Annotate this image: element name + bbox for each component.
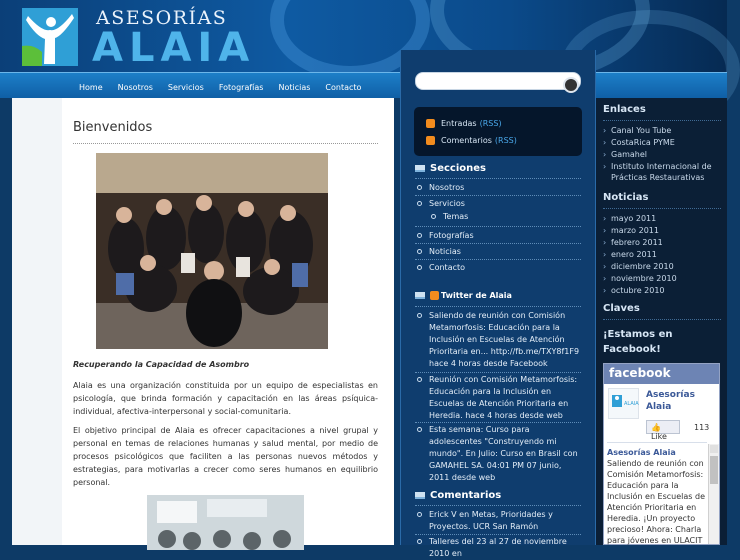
sidebar-item-contacto[interactable]: Contacto xyxy=(415,262,581,274)
comment-item[interactable]: Talleres del 23 al 27 de noviembre 2010 en xyxy=(415,536,581,560)
section-divider xyxy=(415,306,581,307)
enlaces-heading: Enlaces xyxy=(603,104,646,115)
section-divider xyxy=(415,372,581,373)
rss-comments-tag[interactable]: (RSS) xyxy=(494,136,517,145)
section-divider xyxy=(415,226,581,227)
archive-item[interactable]: › marzo 2011 xyxy=(603,226,659,235)
avatar-logo-text: ALAIA xyxy=(624,401,639,407)
claves-heading: Claves xyxy=(603,303,640,314)
rss-entries-link[interactable] xyxy=(426,119,502,128)
comentarios-heading-label: Comentarios xyxy=(430,490,502,501)
chevron-right-icon: › xyxy=(603,162,607,171)
link-costarica-pyme[interactable]: › CostaRica PYME xyxy=(603,138,675,147)
nav-item-noticias[interactable]: Noticias xyxy=(278,83,311,92)
chevron-right-icon: › xyxy=(603,262,607,271)
rss-icon[interactable] xyxy=(430,291,439,300)
nav-item-contacto[interactable]: Contacto xyxy=(325,83,362,92)
archive-item[interactable]: › noviembre 2010 xyxy=(603,274,677,283)
section-icon xyxy=(415,492,425,499)
facebook-like-box xyxy=(603,363,720,545)
rss-icon xyxy=(426,119,435,128)
search-input[interactable] xyxy=(415,72,581,90)
bullet-icon xyxy=(417,313,422,318)
bullet-icon xyxy=(417,233,422,238)
section-divider xyxy=(415,195,581,196)
secciones-heading xyxy=(415,163,486,174)
archive-item[interactable]: › diciembre 2010 xyxy=(603,262,674,271)
section-divider xyxy=(415,505,581,506)
archive-item[interactable]: › mayo 2011 xyxy=(603,214,657,223)
tweet-item[interactable]: Reunión con Comisión Metamorfosis: Educación para la Inclusión en Escuelas de Atención Prioritaria en Heredia. hace 4 horas desde web xyxy=(415,374,581,422)
section-divider xyxy=(415,422,581,423)
nav-item-fotografias[interactable]: Fotografías xyxy=(218,83,264,92)
section-divider xyxy=(415,259,581,260)
sidebar-item-nosotros[interactable]: Nosotros xyxy=(415,182,581,194)
rss-box xyxy=(414,107,582,156)
page-avatar[interactable] xyxy=(608,388,639,419)
rss-entries-tag[interactable]: (RSS) xyxy=(479,119,502,128)
nav-bar-right xyxy=(596,72,727,98)
sidebar-item-noticias[interactable]: Noticias xyxy=(415,246,581,258)
archive-item[interactable]: › octubre 2010 xyxy=(603,286,665,295)
comentarios-heading xyxy=(415,490,501,501)
brand-title[interactable]: ALAIA xyxy=(92,25,256,71)
workshop-photo xyxy=(147,495,304,550)
facebook-post xyxy=(607,447,707,546)
facebook-brand[interactable]: facebook xyxy=(604,364,719,384)
chevron-right-icon: › xyxy=(603,250,607,259)
bullet-icon xyxy=(417,539,422,544)
title-divider xyxy=(73,143,378,144)
link-instituto[interactable]: › Instituto Internacional de Prácticas Restaurativas xyxy=(603,162,712,182)
facebook-page-name[interactable]: Asesorías Alaia xyxy=(646,390,695,412)
sidebar-secondary xyxy=(596,98,727,545)
sidebar-item-fotografias[interactable]: Fotografías xyxy=(415,230,581,242)
section-divider xyxy=(415,534,581,535)
rss-entries-label: Entradas xyxy=(441,119,477,128)
facebook-heading: ¡Estamos en Facebook! xyxy=(603,329,673,355)
like-button[interactable] xyxy=(646,420,680,441)
post-text: Saliendo de reunión con Comisión Metamorfosis: Educación para la Inclusión en Escuelas de Atención Prioritaria en Heredia. ¡Un proyecto precioso! Ahora: Charla para jóvenes en ULACIT xyxy=(607,459,706,545)
chevron-right-icon: › xyxy=(603,126,607,135)
bullet-icon xyxy=(417,427,422,432)
section-divider xyxy=(415,243,581,244)
group-photo xyxy=(96,153,328,349)
bullet-icon xyxy=(417,265,422,270)
nav-item-nosotros[interactable]: Nosotros xyxy=(117,83,153,92)
tweet-item[interactable]: Saliendo de reunión con Comisión Metamorfosis: Educación para la Inclusión en Escuelas de Atención Prioritaria en... http://fb.me/TXY8f1F9 hace 4 horas desde Facebook xyxy=(415,310,581,370)
tweet-item[interactable]: Esta semana: Curso para adolescentes "Construyendo mi mundo". En Julio: Curso en Brasil con GAMAHEL SA. 04:01 PM 07 junio, 2011 desde web xyxy=(415,424,581,484)
logo-icon[interactable] xyxy=(22,8,78,66)
section-icon xyxy=(415,292,425,299)
section-divider xyxy=(415,178,581,179)
bullet-icon xyxy=(417,185,422,190)
chevron-right-icon: › xyxy=(603,226,607,235)
chevron-right-icon: › xyxy=(603,274,607,283)
section-icon xyxy=(415,165,425,172)
twitter-heading-label[interactable]: Twitter de Alaia xyxy=(441,291,512,300)
facebook-scrollbar[interactable] xyxy=(708,444,719,544)
post-author[interactable]: Asesorías Alaia xyxy=(607,448,676,457)
main-nav xyxy=(0,72,400,98)
chevron-right-icon: › xyxy=(603,150,607,159)
bullet-icon xyxy=(417,512,422,517)
facebook-divider xyxy=(607,442,707,443)
sidebar-primary xyxy=(400,50,596,558)
section-divider xyxy=(603,208,721,209)
comment-item[interactable]: Erick V en Metas, Prioridades y Proyectos. UCR San Ramón xyxy=(415,509,581,533)
nav-item-servicios[interactable]: Servicios xyxy=(167,83,204,92)
chevron-right-icon: › xyxy=(603,214,607,223)
thumbs-up-icon: 👍 xyxy=(651,423,661,432)
post xyxy=(62,98,392,545)
objective-paragraph: El objetivo principal de Alaia es ofrecer capacitaciones a nivel grupal y personal en temas de relaciones humanas y salud mental, por medio de procesos psicológicos que faciliten a las personas nuevos métodos y estrategias, para motivarlas a crecer como seres humanos en equilibrio personal. xyxy=(73,426,378,487)
link-canal-youtube[interactable]: › Canal You Tube xyxy=(603,126,672,135)
link-gamahel[interactable]: › Gamahel xyxy=(603,150,648,159)
chevron-right-icon: › xyxy=(603,138,607,147)
rss-comments-link[interactable] xyxy=(426,136,517,145)
bullet-icon xyxy=(417,201,422,206)
chevron-right-icon: › xyxy=(603,238,607,247)
chevron-right-icon: › xyxy=(603,286,607,295)
brand-subtitle: ASESORÍAS xyxy=(96,7,228,29)
secciones-heading-label: Secciones xyxy=(430,163,486,174)
twitter-heading xyxy=(415,291,512,300)
section-divider xyxy=(603,319,721,320)
nav-item-home[interactable]: Home xyxy=(79,83,103,92)
rss-icon xyxy=(426,136,435,145)
scroll-up-icon[interactable] xyxy=(710,445,718,453)
scroll-thumb[interactable] xyxy=(710,456,718,484)
like-label: Like xyxy=(651,432,667,441)
sidebar-item-servicios[interactable]: Servicios xyxy=(415,198,581,210)
photo-caption: Recuperando la Capacidad de Asombro xyxy=(73,360,250,369)
rss-comments-label: Comentarios xyxy=(441,136,492,145)
sidebar-item-temas[interactable]: Temas xyxy=(429,211,579,223)
like-count: 113 xyxy=(694,423,710,432)
section-divider xyxy=(603,120,721,121)
search-icon[interactable] xyxy=(563,77,579,93)
archive-item[interactable]: › febrero 2011 xyxy=(603,238,663,247)
intro-paragraph: Alaia es una organización constituida por un equipo de especialistas en psicología, que brinda formación y capacitación en las áreas psíquica-individual, afectiva-interpersonal y social-comunitaria. xyxy=(73,381,378,416)
page-title: Bienvenidos xyxy=(73,120,153,135)
bullet-icon xyxy=(417,249,422,254)
bullet-icon xyxy=(417,377,422,382)
main-content xyxy=(12,98,394,545)
archive-item[interactable]: › enero 2011 xyxy=(603,250,657,259)
content-margin xyxy=(12,98,62,545)
bullet-icon xyxy=(431,214,436,219)
site-header xyxy=(0,0,727,72)
noticias-heading: Noticias xyxy=(603,192,649,203)
